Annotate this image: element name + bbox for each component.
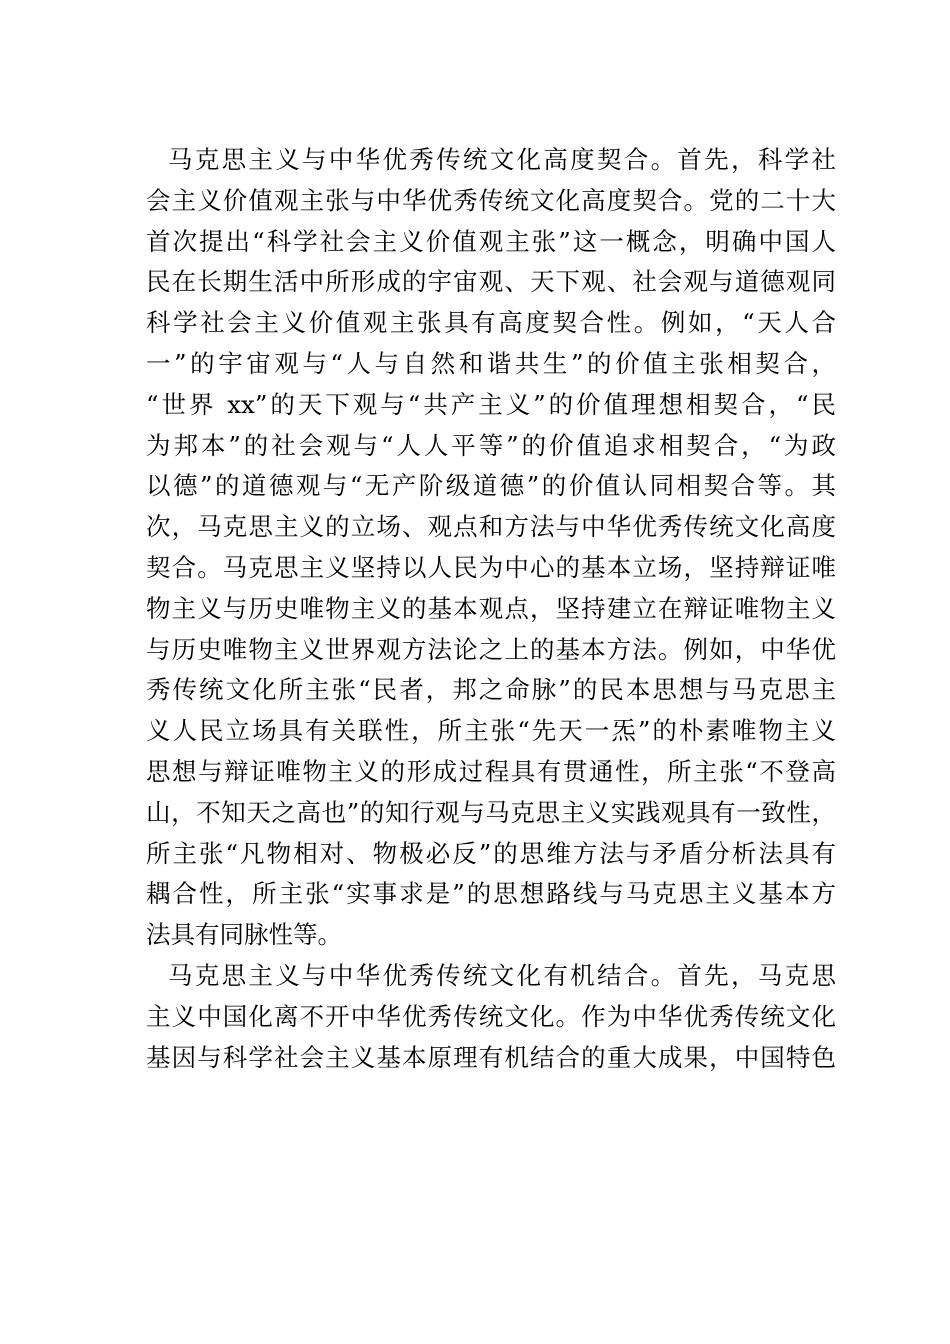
text-line: 为邦本”的社会观与“人人平等”的价值追求相契合，“为政: [146, 430, 836, 460]
text-line: 科学社会主义价值观主张具有高度契合性。例如，“天人合: [146, 308, 836, 338]
text-line: 所主张“凡物相对、物极必反”的思维方法与矛盾分析法具有: [146, 838, 836, 868]
text-line: 秀传统文化所主张“民者，邦之命脉”的民本思想与马克思主: [146, 675, 836, 705]
text-line: 山，不知天之高也”的知行观与马克思主义实践观具有一致性，: [146, 797, 836, 827]
paragraph-2: [146, 956, 836, 1078]
text-line: 主义中国化离不开中华优秀传统文化。作为中华优秀传统文化: [146, 1001, 836, 1031]
text-line: 马克思主义与中华优秀传统文化高度契合。首先，科学社: [168, 145, 836, 174]
document-body: [146, 140, 836, 1078]
text-line: 思想与辩证唯物主义的形成过程具有贯通性，所主张“不登高: [146, 756, 836, 786]
text-line: 耦合性，所主张“实事求是”的思想路线与马克思主义基本方: [146, 879, 836, 909]
text-line: 法具有同脉性等。: [146, 920, 342, 950]
text-line: 以德”的道德观与“无产阶级道德”的价值认同相契合等。其: [146, 471, 836, 501]
text-line: 一”的宇宙观与“人与自然和谐共生”的价值主张相契合，: [146, 348, 836, 378]
paragraph-1: [146, 140, 836, 956]
text-line: 次，马克思主义的立场、观点和方法与中华优秀传统文化高度: [146, 512, 836, 542]
text-line: 基因与科学社会主义基本原理有机结合的重大成果，中国特色: [146, 1042, 836, 1072]
text-line: 会主义价值观主张与中华优秀传统文化高度契合。党的二十大: [146, 185, 836, 215]
text-line: 民在长期生活中所形成的宇宙观、天下观、社会观与道德观同: [146, 267, 836, 297]
text-line: 与历史唯物主义世界观方法论之上的基本方法。例如，中华优: [146, 634, 836, 664]
text-line: 物主义与历史唯物主义的基本观点，坚持建立在辩证唯物主义: [146, 593, 836, 623]
text-line: 首次提出“科学社会主义价值观主张”这一概念，明确中国人: [146, 226, 836, 256]
text-line: 义人民立场具有关联性，所主张“先天一炁”的朴素唯物主义: [146, 716, 836, 746]
text-line: 契合。马克思主义坚持以人民为中心的基本立场，坚持辩证唯: [146, 552, 836, 582]
text-line: “世界 xx”的天下观与“共产主义”的价值理想相契合，“民: [146, 389, 836, 419]
text-line: 马克思主义与中华优秀传统文化有机结合。首先，马克思: [168, 960, 836, 990]
